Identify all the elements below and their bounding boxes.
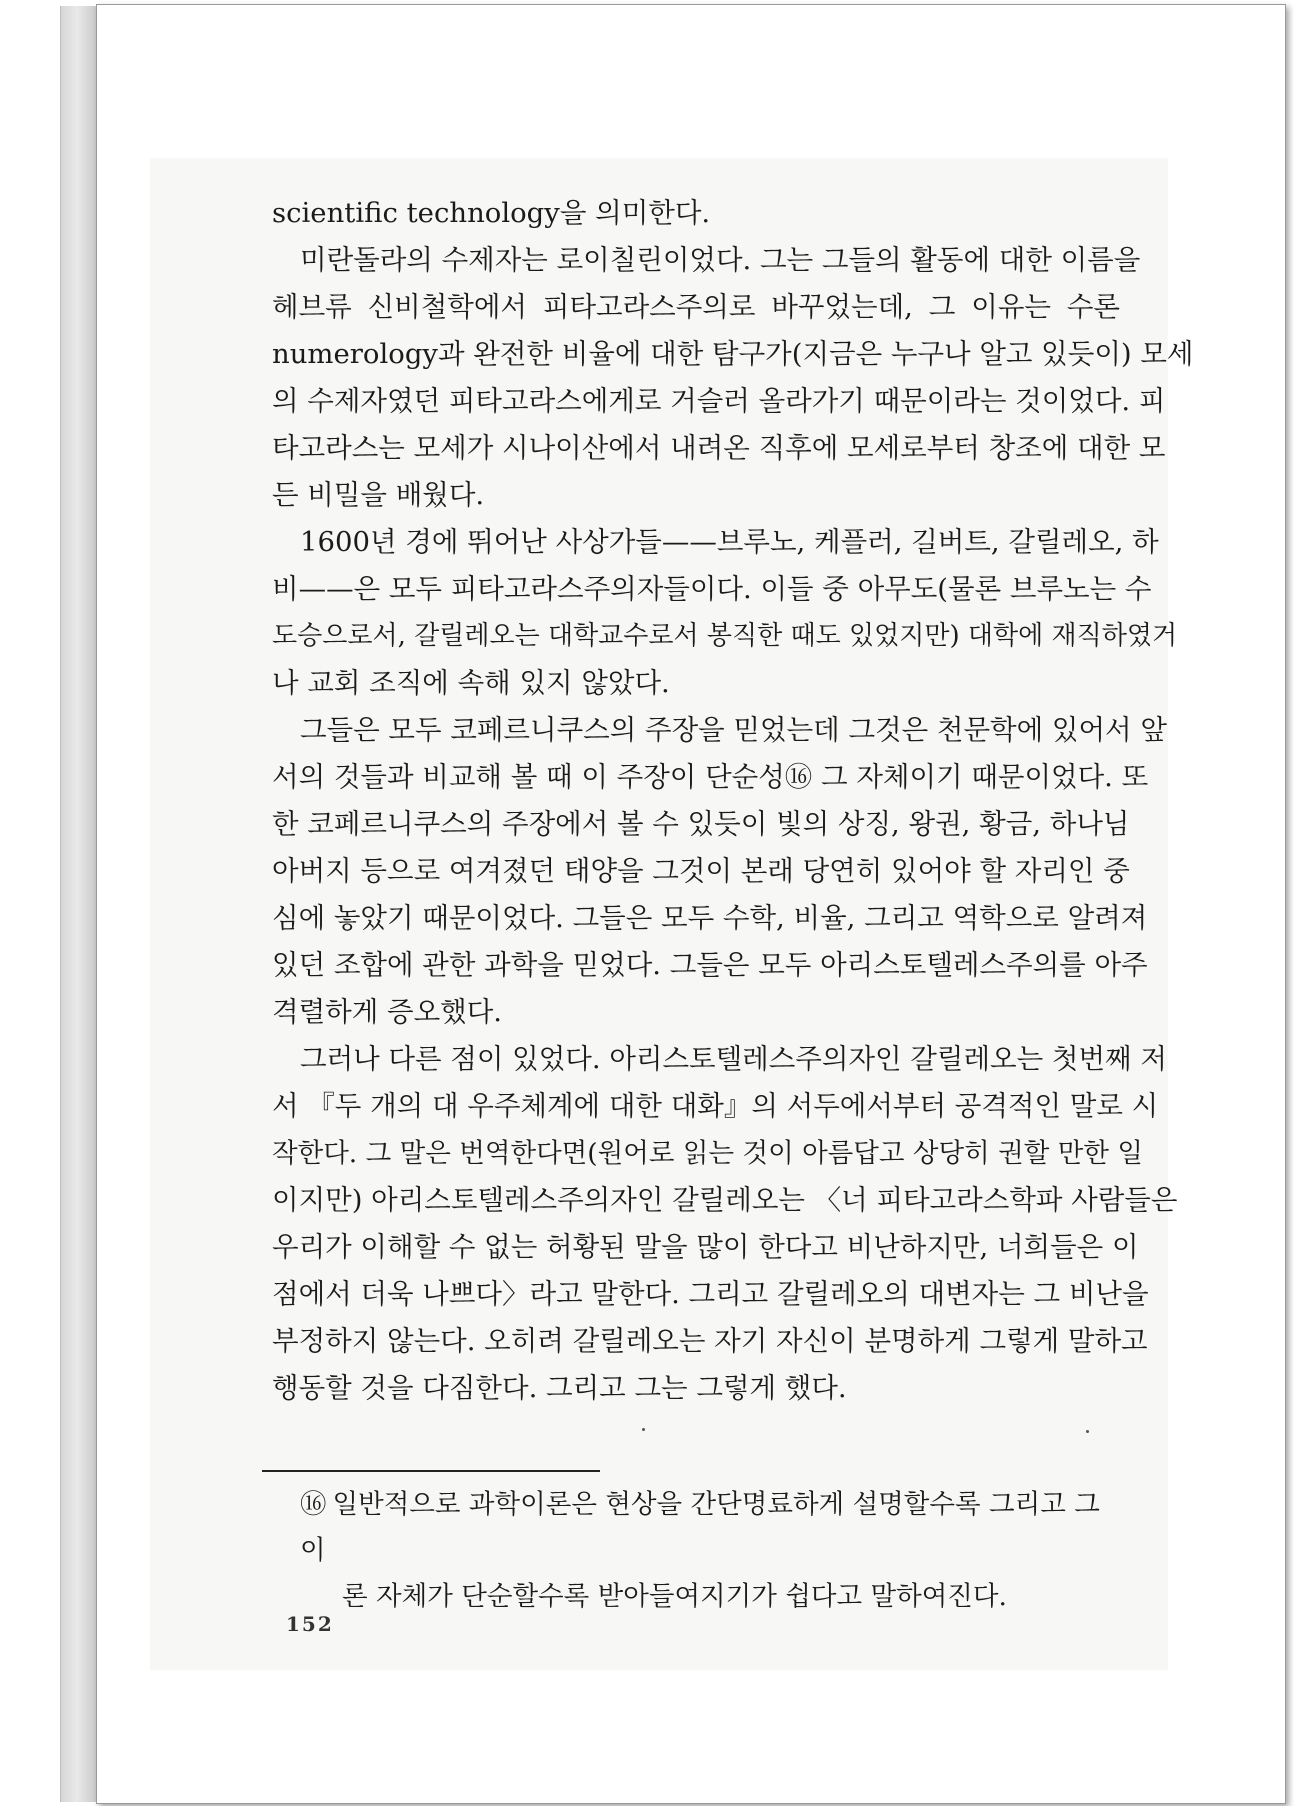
text-line: 서의 것들과 비교해 볼 때 이 주장이 단순성⑯ 그 자체이기 때문이었다. 또 — [272, 761, 1149, 793]
scan-speck — [642, 1428, 645, 1431]
text-line: 비——은 모두 피타고라스주의자들이다. 이들 중 아무도(물론 브루노는 수 — [272, 573, 1152, 605]
text-line: 도승으로서, 갈릴레오는 대학교수로서 봉직한 때도 있었지만) 대학에 재직하였거 — [272, 621, 1178, 651]
text-line: 그러나 다른 점이 있었다. 아리스토텔레스주의자인 갈릴레오는 첫번째 저 — [300, 1043, 1167, 1075]
text-line: 타고라스는 모세가 시나이산에서 내려온 직후에 모세로부터 창조에 대한 모 — [272, 432, 1166, 464]
text-line: 점에서 더욱 나쁘다〉라고 말한다. 그리고 갈릴레오의 대변자는 그 비난을 — [272, 1278, 1149, 1310]
text-line: 있던 조합에 관한 과학을 믿었다. 그들은 모두 아리스토텔레스주의를 아주 — [272, 949, 1148, 981]
footnote — [300, 1482, 1120, 1620]
text-line: 의 수제자였던 피타고라스에게로 거슬러 올라가기 때문이라는 것이었다. 피 — [272, 385, 1166, 417]
text-line: 1600년 경에 뛰어난 사상가들——브루노, 케플러, 길버트, 갈릴레오, 하 — [300, 526, 1159, 558]
text-line: 우리가 이해할 수 없는 허황된 말을 많이 한다고 비난하지만, 너희들은 이 — [272, 1231, 1139, 1263]
footnote-text-line-1: 일반적으로 과학이론은 현상을 간단명료하게 설명할수록 그리고 그 이 — [300, 1489, 1100, 1566]
text-line: 작한다. 그 말은 번역한다면(원어로 읽는 것이 아름답고 상당히 권할 만한 일 — [272, 1138, 1143, 1169]
text-line: 미란돌라의 수제자는 로이칠린이었다. 그는 그들의 활동에 대한 이름을 — [300, 244, 1141, 276]
text-line: 한 코페르니쿠스의 주장에서 볼 수 있듯이 빛의 상징, 왕권, 황금, 하나님 — [272, 808, 1130, 840]
text-line: 서 『두 개의 대 우주체계에 대한 대화』의 서두에서부터 공격적인 말로 시 — [272, 1090, 1159, 1122]
page-number: 152 — [286, 1612, 334, 1636]
text-line: 그들은 모두 코페르니쿠스의 주장을 믿었는데 그것은 천문학에 있어서 앞 — [300, 714, 1167, 746]
text-line: 이지만) 아리스토텔레스주의자인 갈릴레오는 〈너 피타고라스학파 사람들은 — [272, 1184, 1178, 1216]
text-line: numerology과 완전한 비율에 대한 탐구가(지금은 누구나 알고 있듯이) 모세 — [272, 338, 1194, 370]
text-line: 격렬하게 증오했다. — [272, 996, 503, 1028]
book-spine-edge — [60, 6, 98, 1802]
text-line: 행동할 것을 다짐한다. 그리고 그는 그렇게 했다. — [272, 1372, 847, 1404]
text-line: scientific technology을 의미한다. — [272, 197, 711, 229]
text-line: 헤브류 신비철학에서 피타고라스주의로 바꾸었는데, 그 이유는 수론 — [272, 291, 1120, 323]
footnote-text-line-2: 론 자체가 단순할수록 받아들여지기가 쉽다고 말하여진다. — [342, 1581, 1007, 1612]
footnote-divider — [262, 1470, 600, 1472]
text-line: 심에 놓았기 때문이었다. 그들은 모두 수학, 비율, 그리고 역학으로 알려져 — [272, 902, 1148, 934]
body-text — [272, 190, 1194, 1412]
text-line: 든 비밀을 배웠다. — [272, 479, 485, 511]
text-line: 부정하지 않는다. 오히려 갈릴레오는 자기 자신이 분명하게 그렇게 말하고 — [272, 1325, 1148, 1357]
text-line: 나 교회 조직에 속해 있지 않았다. — [272, 667, 670, 699]
scan-speck — [1086, 1430, 1089, 1433]
text-line: 아버지 등으로 여겨졌던 태양을 그것이 본래 당연히 있어야 할 자리인 중 — [272, 855, 1130, 887]
footnote-marker: ⑯ — [300, 1489, 327, 1520]
